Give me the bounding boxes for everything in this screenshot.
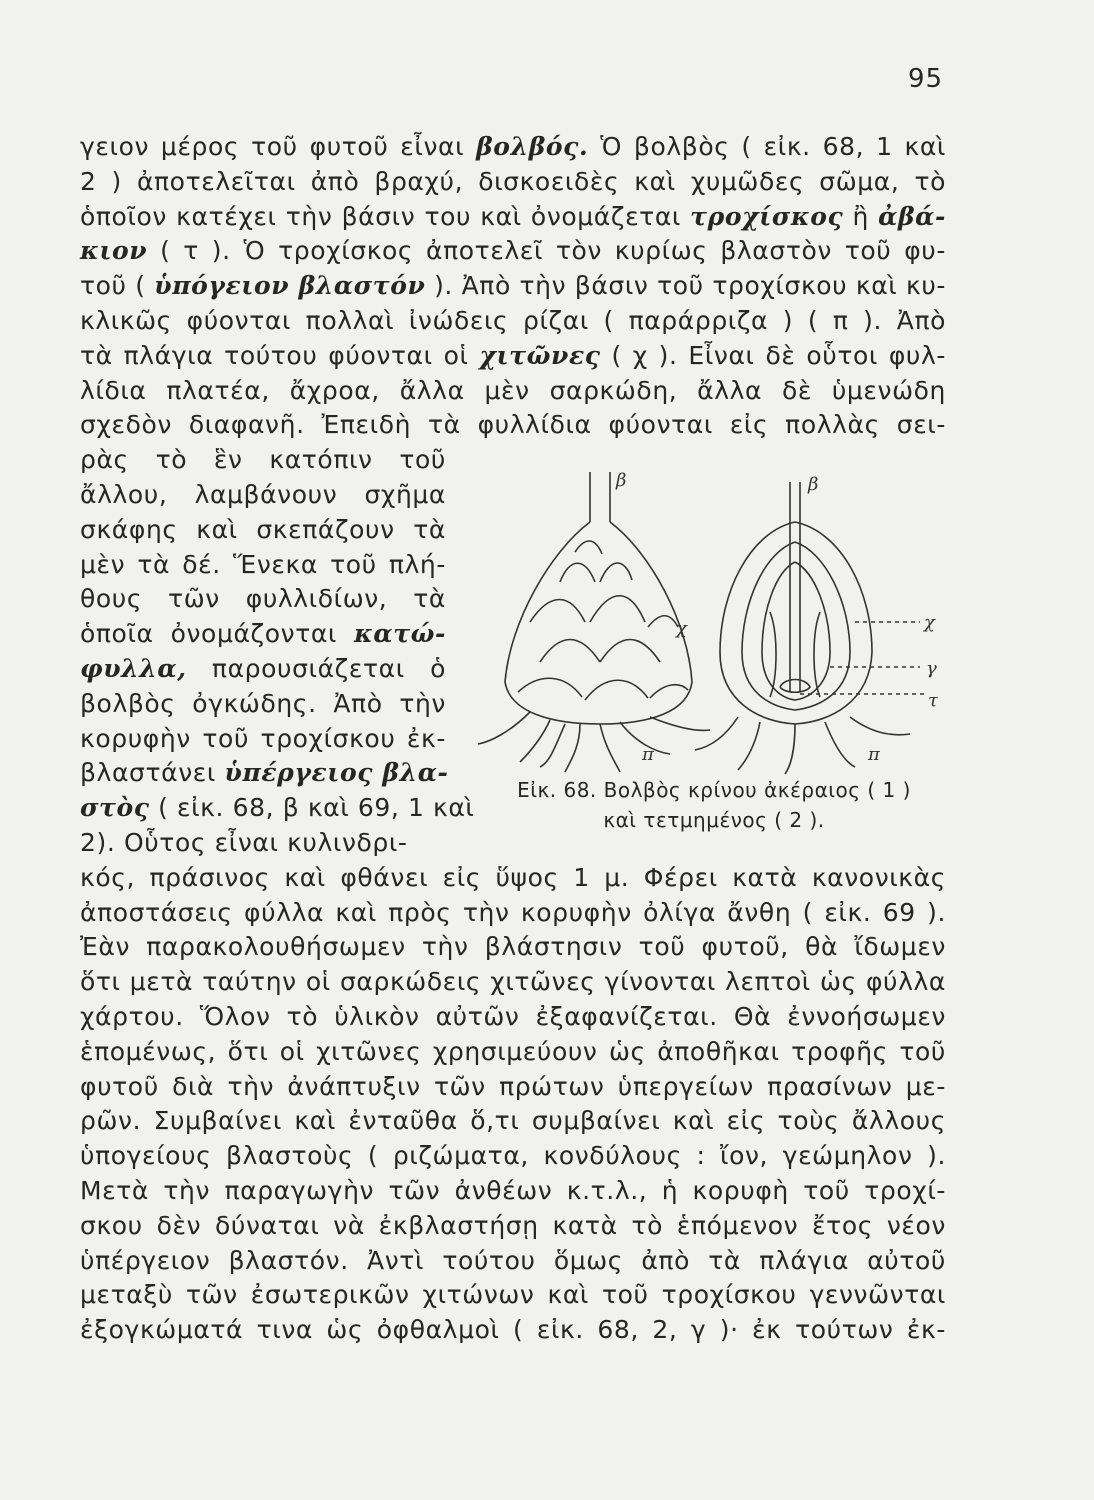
text-segment: ρῶν. Συμβαίνει καὶ ἐνταῦθα ὅ,τι συμβαίνει καὶ εἰς τοὺς ἄλλους: [80, 1106, 946, 1136]
label-pi-right: π: [868, 744, 880, 765]
text-line: [80, 652, 446, 686]
text-segment: παρουσιάζεται ὁ: [186, 654, 446, 683]
text-line: [80, 130, 946, 164]
text-segment: βλαστάνει: [80, 758, 225, 788]
italic-term: ὑπόγειον βλαστόν: [154, 271, 426, 301]
sectioned-bulb-illustration: [695, 482, 925, 774]
text-line: [80, 339, 946, 373]
text-segment: ὅτι μετὰ ταύτην οἱ σαρκώδεις χιτῶνες γίνονται λεπτοὶ ὡς φύλλα: [80, 967, 946, 997]
text-segment: βολβὸς ὀγκώδης. Ἀπὸ τὴν: [80, 688, 446, 718]
italic-term: φυλλα,: [80, 654, 187, 683]
text-segment: κός, πράσινος καὶ φθάνει εἰς ὕψος 1 μ. Φέρει κατὰ κανονικὰς: [80, 862, 946, 892]
text-segment: 2). Οὗτος εἶναι κυλινδρι-: [80, 828, 408, 857]
text-line: [80, 1209, 946, 1243]
text-segment: Ἐὰν παρακολουθήσωμεν τὴν βλάστησιν τοῦ φυτοῦ, θὰ ἴδωμεν: [80, 932, 946, 962]
text-line: [80, 1139, 946, 1173]
text-segment: σχεδὸν διαφανῆ. Ἐπειδὴ τὰ φυλλίδια φύονται εἰς πολλὰς σει-: [80, 410, 946, 440]
text-line: [80, 548, 446, 582]
text-line: [80, 756, 449, 790]
text-line: [80, 687, 446, 721]
text-segment: ( χ ). Εἶναι δὲ οὗτοι φυλ-: [600, 340, 947, 370]
text-segment: σκάφης καὶ σκεπάζουν τὰ: [80, 514, 446, 544]
text-segment: ρὰς τὸ ἓν κατόπιν τοῦ: [80, 445, 446, 475]
text-segment: σκου δὲν δύναται νὰ ἐκβλαστήσῃ κατὰ τὸ ἑπόμενον ἔτος νέον: [80, 1210, 946, 1240]
italic-term: κατώ-: [354, 619, 446, 649]
text-line: [80, 165, 946, 199]
label-gamma: γ: [926, 658, 937, 679]
label-beta-left: β: [616, 470, 627, 491]
figure-caption-line-2: καὶ τετμημένος ( 2 ).: [603, 808, 825, 832]
text-line: [80, 1000, 946, 1034]
text-line: [80, 1174, 946, 1208]
italic-term: στὸς: [80, 793, 150, 823]
text-line: [80, 896, 946, 930]
text-segment: ἢ: [843, 201, 879, 231]
text-segment: ). Ἀπὸ τὴν βάσιν τοῦ τροχίσκου καὶ κυ-: [425, 271, 947, 301]
text-segment: τὰ πλάγια τούτου φύονται οἱ: [80, 340, 480, 370]
text-line: [80, 1104, 946, 1138]
figure-68-lily-bulb: [470, 462, 950, 780]
text-segment: γειον μέρος τοῦ φυτοῦ εἶναι: [80, 132, 477, 161]
text-segment: χάρτου. Ὅλον τὸ ὑλικὸν αὐτῶν ἐξαφανίζεται. Θὰ ἐννοήσωμεν: [80, 1002, 946, 1031]
text-segment: ἑπομένως, ὅτι οἱ χιτῶνες χρησιμεύουν ὡς ἀποθῆκαι τροφῆς τοῦ: [80, 1036, 946, 1066]
italic-term: χιτῶνες: [479, 340, 601, 370]
text-line: [80, 513, 446, 547]
text-line: [80, 1313, 946, 1347]
text-line: [80, 930, 946, 964]
page-number: 95: [908, 64, 944, 94]
text-segment: ὁποῖα ὀνομάζονται: [80, 619, 355, 649]
italic-term: τροχίσκος: [690, 201, 844, 231]
text-segment: Ὁ βολβὸς ( εἰκ. 68, 1 καὶ: [588, 132, 946, 161]
text-line: [80, 269, 946, 303]
text-segment: κλικῶς φύονται πολλαὶ ἰνώδεις ρίζαι ( παράρριζα ) ( π ). Ἀπὸ: [80, 306, 946, 335]
text-line: [80, 1070, 946, 1104]
italic-term: κιον: [80, 236, 148, 266]
text-line: [80, 234, 946, 268]
text-line: [80, 304, 946, 338]
text-line: [80, 408, 946, 442]
text-segment: ἀποστάσεις φύλλα καὶ πρὸς τὴν κορυφὴν ὀλίγα ἄνθη ( εἰκ. 69 ).: [80, 897, 946, 927]
label-chi-right: χ: [924, 612, 935, 633]
text-line: [80, 1035, 946, 1069]
text-segment: λίδια πλατέα, ἄχροα, ἄλλα μὲν σαρκώδη, ἄλλα δὲ ὑμενώδη: [80, 375, 946, 405]
text-line: [80, 443, 446, 477]
text-segment: θους τῶν φυλλιδίων, τὰ: [80, 584, 446, 614]
text-segment: ὑπογείους βλαστοὺς ( ριζώματα, κονδύλους : ἴον, γεώμηλον ).: [80, 1141, 946, 1171]
text-segment: ( εἰκ. 68, β καὶ 69, 1 καὶ: [149, 793, 475, 823]
text-segment: ὑπέργειον βλαστόν. Ἀντὶ τούτου ὅμως ἀπὸ τὰ πλάγια αὐτοῦ: [80, 1245, 946, 1275]
italic-term: ὑπέργειος βλα-: [224, 758, 449, 788]
label-pi-left: π: [642, 744, 654, 765]
text-line: [80, 722, 446, 756]
text-segment: ἄλλου, λαμβάνουν σχῆμα: [80, 480, 446, 509]
text-segment: ὁποῖον κατέχει τὴν βάσιν του καὶ ὀνομάζεται: [80, 201, 691, 231]
italic-term: ἀβά-: [878, 201, 946, 231]
text-segment: ἐξογκώματά τινα ὡς ὀφθαλμοὶ ( εἰκ. 68, 2, γ )· ἐκ τούτων ἐκ-: [80, 1315, 946, 1345]
text-segment: 2 ) ἀποτελεῖται ἀπὸ βραχύ, δισκοειδὲς καὶ χυμῶδες σῶμα, τὸ: [80, 166, 946, 196]
text-line: [80, 965, 946, 999]
italic-term: βολβός.: [476, 132, 589, 161]
text-segment: Μετὰ τὴν παραγωγὴν τῶν ἀνθέων κ.τ.λ., ἡ κορυφὴ τοῦ τροχί-: [80, 1176, 946, 1205]
text-line: [80, 791, 475, 825]
text-line: [80, 826, 446, 860]
label-chi-left: χ: [676, 618, 687, 639]
text-line: [80, 861, 946, 895]
text-line: [80, 617, 446, 651]
text-segment: ( τ ). Ὁ τροχίσκος ἀποτελεῖ τὸν κυρίως βλαστὸν τοῦ φυ-: [147, 236, 946, 266]
text-line: [80, 478, 446, 512]
label-tau: τ: [928, 690, 938, 711]
text-line: [80, 200, 946, 234]
text-segment: τοῦ (: [80, 271, 155, 301]
text-line: [80, 374, 946, 408]
text-line: [80, 1278, 946, 1312]
figure-caption-line-1: Εἰκ. 68. Βολβὸς κρίνου ἀκέραιος ( 1 ): [517, 778, 911, 802]
text-line: [80, 582, 446, 616]
text-line: [80, 1244, 946, 1278]
text-segment: μὲν τὰ δέ. Ἕνεκα τοῦ πλή-: [80, 549, 446, 579]
text-segment: μεταξὺ τῶν ἐσωτερικῶν χιτώνων καὶ τοῦ τροχίσκου γεννῶνται: [80, 1280, 946, 1310]
label-beta-right: β: [808, 474, 819, 495]
text-segment: φυτοῦ διὰ τὴν ἀνάπτυξιν τῶν πρώτων ὑπεργείων πρασίνων με-: [80, 1071, 946, 1101]
text-segment: κορυφὴν τοῦ τροχίσκου ἐκ-: [80, 723, 446, 753]
